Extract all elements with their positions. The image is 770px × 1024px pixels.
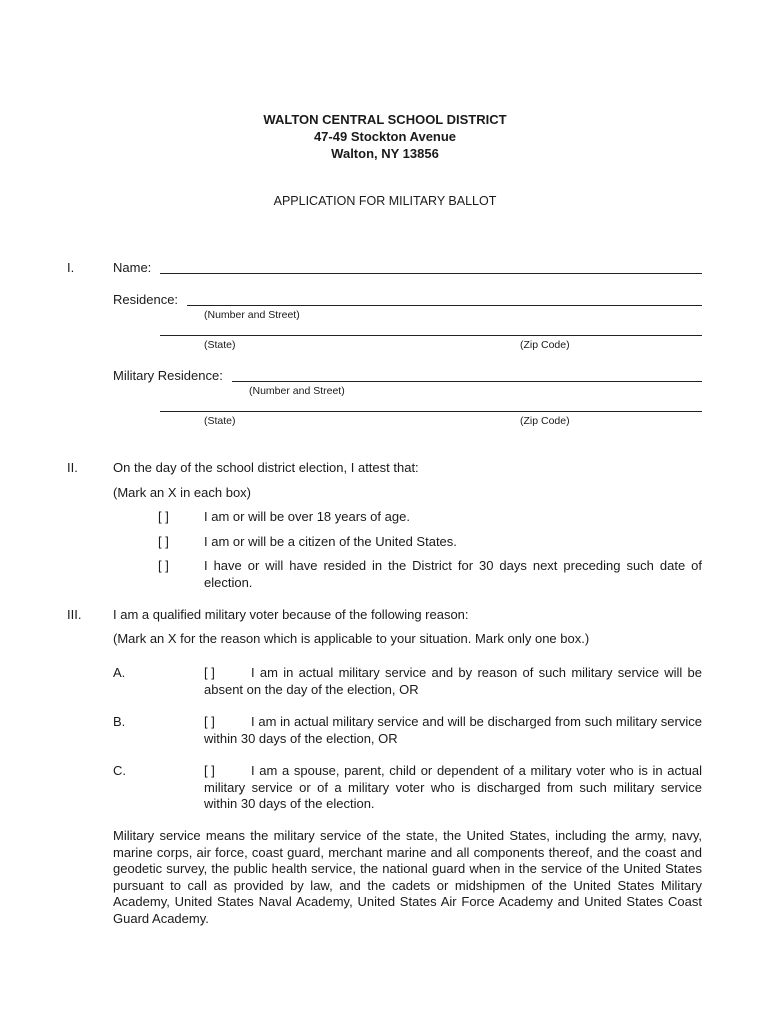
option-c-letter: C.: [113, 763, 126, 778]
section-2-numeral: II.: [67, 460, 78, 475]
military-residence-state-zip-field[interactable]: [160, 411, 702, 412]
residence-street-hint: (Number and Street): [204, 309, 300, 321]
option-a-letter: A.: [113, 665, 126, 680]
section-3-numeral: III.: [67, 607, 82, 622]
citizen-statement: I am or will be a citizen of the United States.: [204, 534, 457, 549]
military-residence-street-hint: (Number and Street): [249, 385, 345, 397]
option-a-checkbox[interactable]: [ ]: [204, 665, 215, 680]
option-c-checkbox[interactable]: [ ]: [204, 763, 215, 778]
name-field[interactable]: [160, 273, 702, 274]
military-residence-label: Military Residence:: [113, 368, 223, 383]
district-address-street: 47-49 Stockton Avenue: [313, 129, 457, 144]
section-3-instruction: (Mark an X for the reason which is applicable to your situation. Mark only one box.): [113, 631, 590, 646]
military-service-definition: Military service means the military service of the state, the United States, including the army, navy, marine corps, air force, coast guard, merchant marine and all components thereof, and the coast and geodetic survey, the public health service, the national guard when in the service of the United States pursuant to call as provided by law, and the cadets or midshipmen of the United States Military Academy, United States Naval Academy, United States Air Force Academy and United States Coast Guard Academy.: [113, 828, 702, 926]
option-b-text: I am in actual military service and will be discharged from such military service within 30 days of the election, OR: [204, 714, 702, 746]
district-name: WALTON CENTRAL SCHOOL DISTRICT: [263, 112, 507, 127]
military-residence-zip-hint: (Zip Code): [520, 415, 570, 427]
residency-checkbox[interactable]: [ ]: [158, 558, 169, 573]
section-1-numeral: I.: [67, 260, 75, 275]
residence-street-field[interactable]: [187, 305, 702, 306]
age-checkbox[interactable]: [ ]: [158, 509, 169, 524]
name-label: Name:: [113, 260, 152, 275]
residence-zip-hint: (Zip Code): [520, 339, 570, 351]
option-c-text: I am a spouse, parent, child or dependent of a military voter who is in actual military service or of a military voter who is discharged from such military service within 30 days of the election.: [204, 763, 702, 811]
section-2-instruction: (Mark an X in each box): [113, 485, 252, 500]
residency-statement: I have or will have resided in the District for 30 days next preceding such date of election.: [204, 558, 702, 590]
option-b-checkbox[interactable]: [ ]: [204, 714, 215, 729]
residence-label: Residence:: [113, 292, 179, 307]
residence-state-hint: (State): [204, 339, 236, 351]
military-residence-street-field[interactable]: [232, 381, 702, 382]
form-title: APPLICATION FOR MILITARY BALLOT: [273, 194, 497, 208]
option-a-text: I am in actual military service and by reason of such military service will be absent on the day of the election, OR: [204, 665, 702, 697]
district-address-city: Walton, NY 13856: [331, 146, 439, 161]
military-residence-state-hint: (State): [204, 415, 236, 427]
section-3-intro: I am a qualified military voter because of the following reason:: [113, 607, 469, 622]
residence-state-zip-field[interactable]: [160, 335, 702, 336]
age-statement: I am or will be over 18 years of age.: [204, 509, 410, 524]
section-2-intro: On the day of the school district election, I attest that:: [113, 460, 419, 475]
citizen-checkbox[interactable]: [ ]: [158, 534, 169, 549]
option-b-letter: B.: [113, 714, 126, 729]
